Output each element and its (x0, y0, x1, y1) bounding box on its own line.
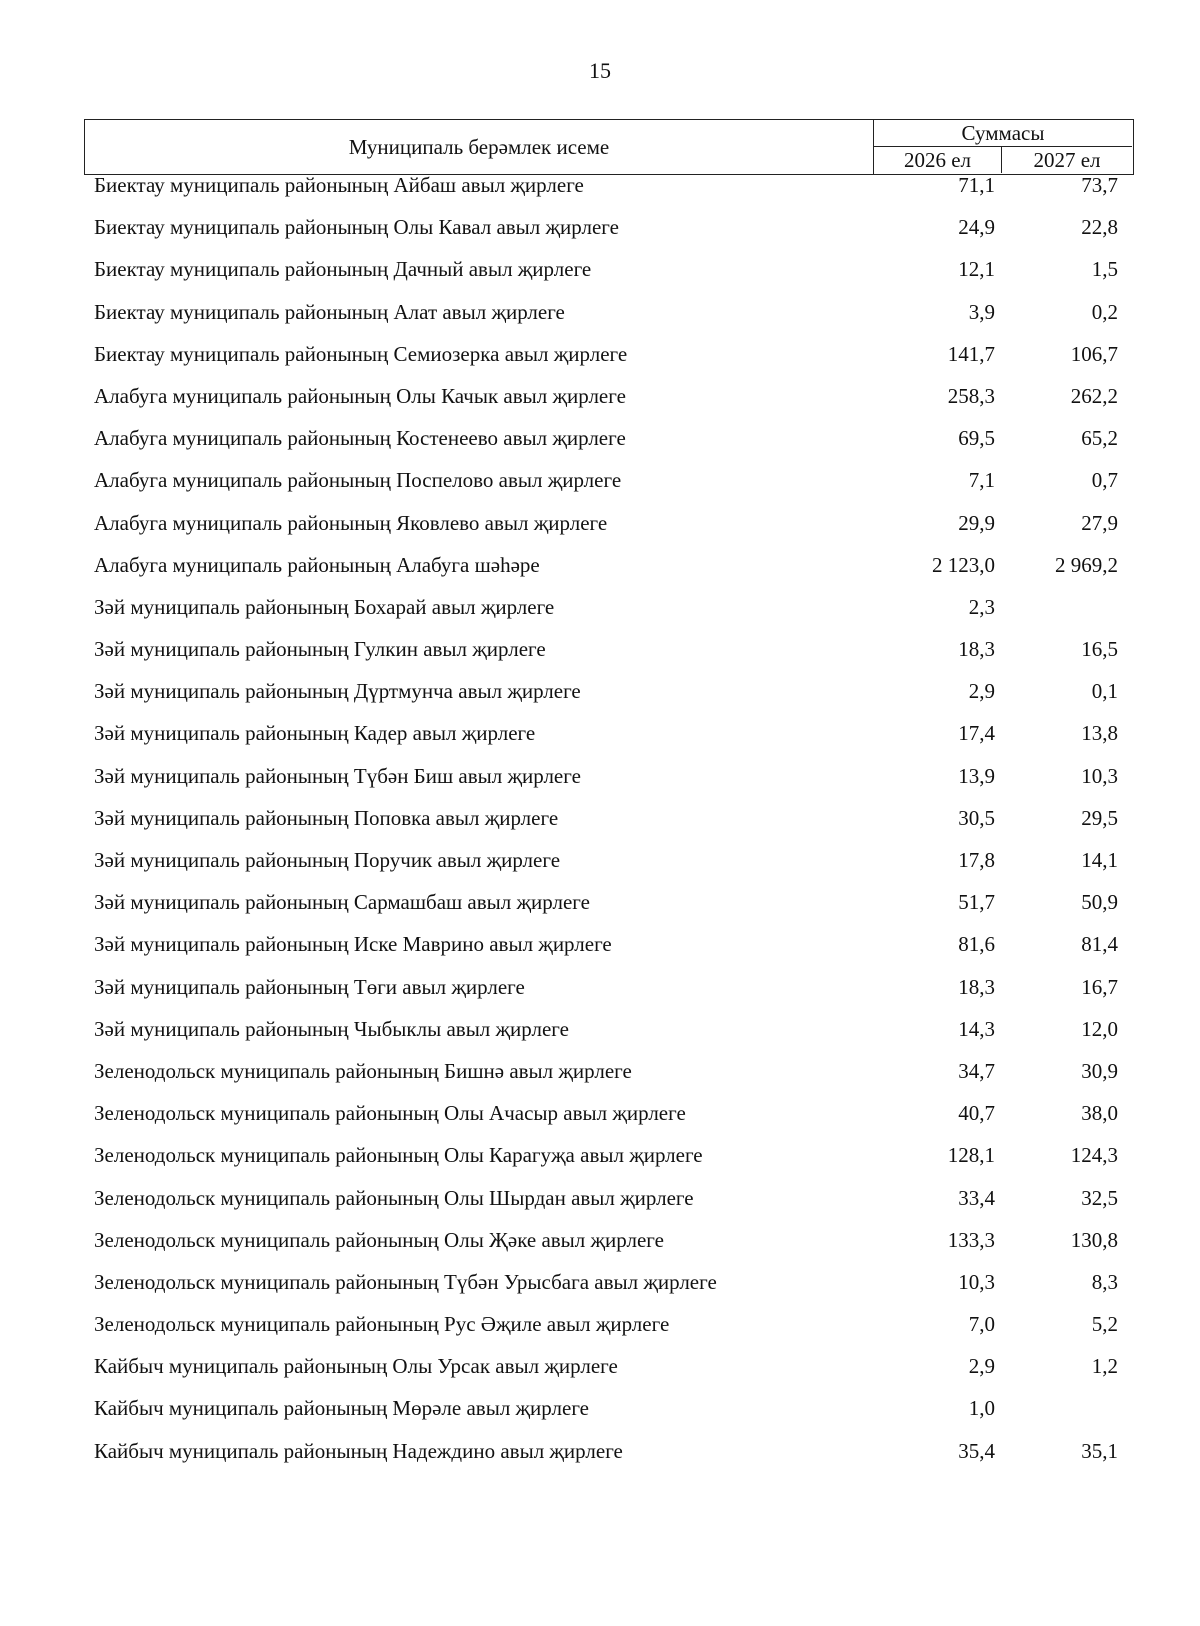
table-row (0, 765, 1200, 807)
amount-2026: 7,1 (968, 468, 995, 493)
column-header-name: Муниципаль берәмлек исеме (85, 120, 874, 174)
amount-2026: 2,9 (968, 679, 995, 704)
amount-2027: 65,2 (1081, 426, 1118, 451)
table-row (0, 512, 1200, 554)
amount-2027: 14,1 (1081, 848, 1118, 872)
amount-2027: 8,3 (1091, 1269, 1118, 1294)
amount-2027: 106,7 (1070, 341, 1118, 366)
amount-2026: 30,5 (958, 805, 995, 830)
table-row (0, 1355, 1200, 1397)
amount-2026: 2 123,0 (932, 552, 995, 577)
amount-2026: 12,1 (958, 257, 995, 282)
municipality-name: Зәй муниципаль районының Төги авыл җирлеге (94, 974, 525, 999)
amount-2026: 51,7 (958, 890, 995, 915)
amount-2026: 141,7 (947, 341, 995, 366)
municipality-name: Зеленодольск муниципаль районының Түбән Урысбага авыл җирлеге (94, 1269, 717, 1294)
table-row (0, 385, 1200, 427)
municipality-name: Зәй муниципаль районының Поповка авыл җирлеге (94, 805, 559, 830)
amount-2027: 1,5 (1091, 257, 1118, 282)
amount-2026: 81,6 (958, 932, 995, 957)
amount-2027: 35,1 (1081, 1438, 1118, 1463)
amount-2026: 2,3 (968, 594, 995, 619)
table-row (0, 596, 1200, 638)
table-row (0, 1313, 1200, 1355)
amount-2027: 1,2 (1091, 1354, 1118, 1379)
table-header (84, 119, 1134, 175)
table-row (0, 1102, 1200, 1144)
municipality-name: Алабуга муниципаль районының Яковлево авыл җирлеге (94, 510, 608, 535)
municipality-name: Биектау муниципаль районының Алат авыл җирлеге (94, 299, 565, 324)
amount-2027: 12,0 (1081, 1016, 1118, 1041)
municipality-name: Алабуга муниципаль районының Поспелово авыл җирлеге (94, 468, 622, 493)
municipality-name: Биектау муниципаль районының Дачный авыл җирлеге (94, 257, 592, 282)
municipality-name: Зеленодольск муниципаль районының Олы Карагуҗа авыл җирлеге (94, 1143, 703, 1168)
municipality-name: Биектау муниципаль районының Олы Кавал авыл җирлеге (94, 215, 619, 240)
table-row (0, 554, 1200, 596)
municipality-name: Кайбыч муниципаль районының Мөрәле авыл җирлеге (94, 1396, 589, 1421)
amount-2026: 133,3 (947, 1227, 995, 1252)
municipality-name: Алабуга муниципаль районының Алабуга шәһәре (94, 552, 540, 577)
amount-2027: 27,9 (1081, 510, 1118, 535)
amount-2027: 30,9 (1081, 1058, 1118, 1083)
amount-2026: 7,0 (968, 1312, 995, 1337)
amount-2026: 18,3 (958, 974, 995, 999)
amount-2026: 13,9 (958, 763, 995, 788)
amount-2027: 32,5 (1081, 1185, 1118, 1210)
municipality-name: Кайбыч муниципаль районының Олы Урсак авыл җирлеге (94, 1354, 618, 1379)
amount-2026: 17,4 (958, 721, 995, 746)
amount-2027: 262,2 (1070, 383, 1118, 408)
amount-2027: 81,4 (1081, 932, 1118, 957)
municipality-name: Зеленодольск муниципаль районының Олы Җәке авыл җирлеге (94, 1227, 664, 1252)
municipality-name: Зеленодольск муниципаль районының Бишнә авыл җирлеге (94, 1058, 632, 1083)
table-row (0, 722, 1200, 764)
table-row (0, 1440, 1200, 1482)
table-row (0, 427, 1200, 469)
amount-2027: 0,1 (1091, 679, 1118, 704)
table-row (0, 1018, 1200, 1060)
municipality-name: Зәй муниципаль районының Сармашбаш авыл җирлеге (94, 890, 590, 915)
table-row (0, 1397, 1200, 1439)
amount-2026: 29,9 (958, 510, 995, 535)
municipality-name: Зеленодольск муниципаль районының Олы Ачасыр авыл җирлеге (94, 1101, 686, 1126)
municipality-name: Зәй муниципаль районының Кадер авыл җирлеге (94, 721, 536, 746)
municipality-name: Алабуга муниципаль районының Костенеево авыл җирлеге (94, 426, 626, 451)
amount-2026: 24,9 (958, 215, 995, 240)
municipality-name: Зәй муниципаль районының Бохарай авыл җирлеге (94, 594, 555, 619)
amount-2026: 40,7 (958, 1101, 995, 1126)
amount-2026: 69,5 (958, 426, 995, 451)
amount-2026: 17,8 (958, 848, 995, 872)
table-row (0, 216, 1200, 258)
amount-2026: 10,3 (958, 1269, 995, 1294)
table-row (0, 301, 1200, 343)
municipality-name: Зәй муниципаль районының Чыбыклы авыл җирлеге (94, 1016, 569, 1041)
municipality-name: Зәй муниципаль районының Дүртмунча авыл җирлеге (94, 679, 581, 704)
amount-2027: 0,7 (1091, 468, 1118, 493)
amount-2026: 71,1 (958, 173, 995, 197)
amount-2027: 22,8 (1081, 215, 1118, 240)
municipality-name: Биектау муниципаль районының Семиозерка авыл җирлеге (94, 341, 628, 366)
table-row (0, 976, 1200, 1018)
table-row (0, 1271, 1200, 1313)
table-body (0, 174, 1200, 1482)
municipality-name: Зәй муниципаль районының Иске Маврино авыл җирлеге (94, 932, 612, 957)
table-row (0, 1144, 1200, 1186)
amount-2027: 73,7 (1081, 173, 1118, 197)
table-row (0, 1187, 1200, 1229)
municipality-name: Зәй муниципаль районының Поручик авыл җирлеге (94, 848, 561, 872)
amount-2026: 1,0 (968, 1396, 995, 1421)
amount-2027: 0,2 (1091, 299, 1118, 324)
municipality-name: Зәй муниципаль районының Гулкин авыл җирлеге (94, 637, 546, 662)
amount-2026: 35,4 (958, 1438, 995, 1463)
municipality-name: Алабуга муниципаль районының Олы Качык авыл җирлеге (94, 383, 626, 408)
amount-2027: 124,3 (1070, 1143, 1118, 1168)
column-header-year-2027: 2027 ел (1033, 148, 1101, 172)
amount-2026: 34,7 (958, 1058, 995, 1083)
table-row (0, 849, 1200, 891)
municipality-name: Зеленодольск муниципаль районының Рус Әҗиле авыл җирлеге (94, 1312, 670, 1337)
table-row (0, 469, 1200, 511)
table-row (0, 258, 1200, 300)
table-row (0, 174, 1200, 216)
amount-2026: 258,3 (947, 383, 995, 408)
table-row (0, 891, 1200, 933)
amount-2026: 18,3 (958, 637, 995, 662)
amount-2026: 2,9 (968, 1354, 995, 1379)
municipality-name: Кайбыч муниципаль районының Надеждино авыл җирлеге (94, 1438, 623, 1463)
amount-2027: 16,7 (1081, 974, 1118, 999)
column-header-sums: Суммасы (874, 120, 1132, 147)
amount-2026: 3,9 (968, 299, 995, 324)
table-row (0, 680, 1200, 722)
table-row (0, 343, 1200, 385)
municipality-name: Зеленодольск муниципаль районының Олы Шырдан авыл җирлеге (94, 1185, 694, 1210)
amount-2026: 14,3 (958, 1016, 995, 1041)
amount-2027: 16,5 (1081, 637, 1118, 662)
amount-2027: 2 969,2 (1055, 552, 1118, 577)
amount-2027: 50,9 (1081, 890, 1118, 915)
amount-2026: 33,4 (958, 1185, 995, 1210)
column-header-year-2026: 2026 ел (874, 147, 1002, 173)
table-row (0, 1229, 1200, 1271)
amount-2027: 29,5 (1081, 805, 1118, 830)
page-number: 15 (589, 58, 611, 83)
municipality-name: Биектау муниципаль районының Айбаш авыл җирлеге (94, 173, 584, 197)
table-row (0, 807, 1200, 849)
amount-2027: 38,0 (1081, 1101, 1118, 1126)
municipality-name: Зәй муниципаль районының Түбән Биш авыл җирлеге (94, 763, 581, 788)
table-row (0, 1060, 1200, 1102)
amount-2027: 10,3 (1081, 763, 1118, 788)
amount-2027: 5,2 (1091, 1312, 1118, 1337)
amount-2026: 128,1 (947, 1143, 995, 1168)
table-row (0, 638, 1200, 680)
amount-2027: 13,8 (1081, 721, 1118, 746)
table-row (0, 933, 1200, 975)
amount-2027: 130,8 (1070, 1227, 1118, 1252)
